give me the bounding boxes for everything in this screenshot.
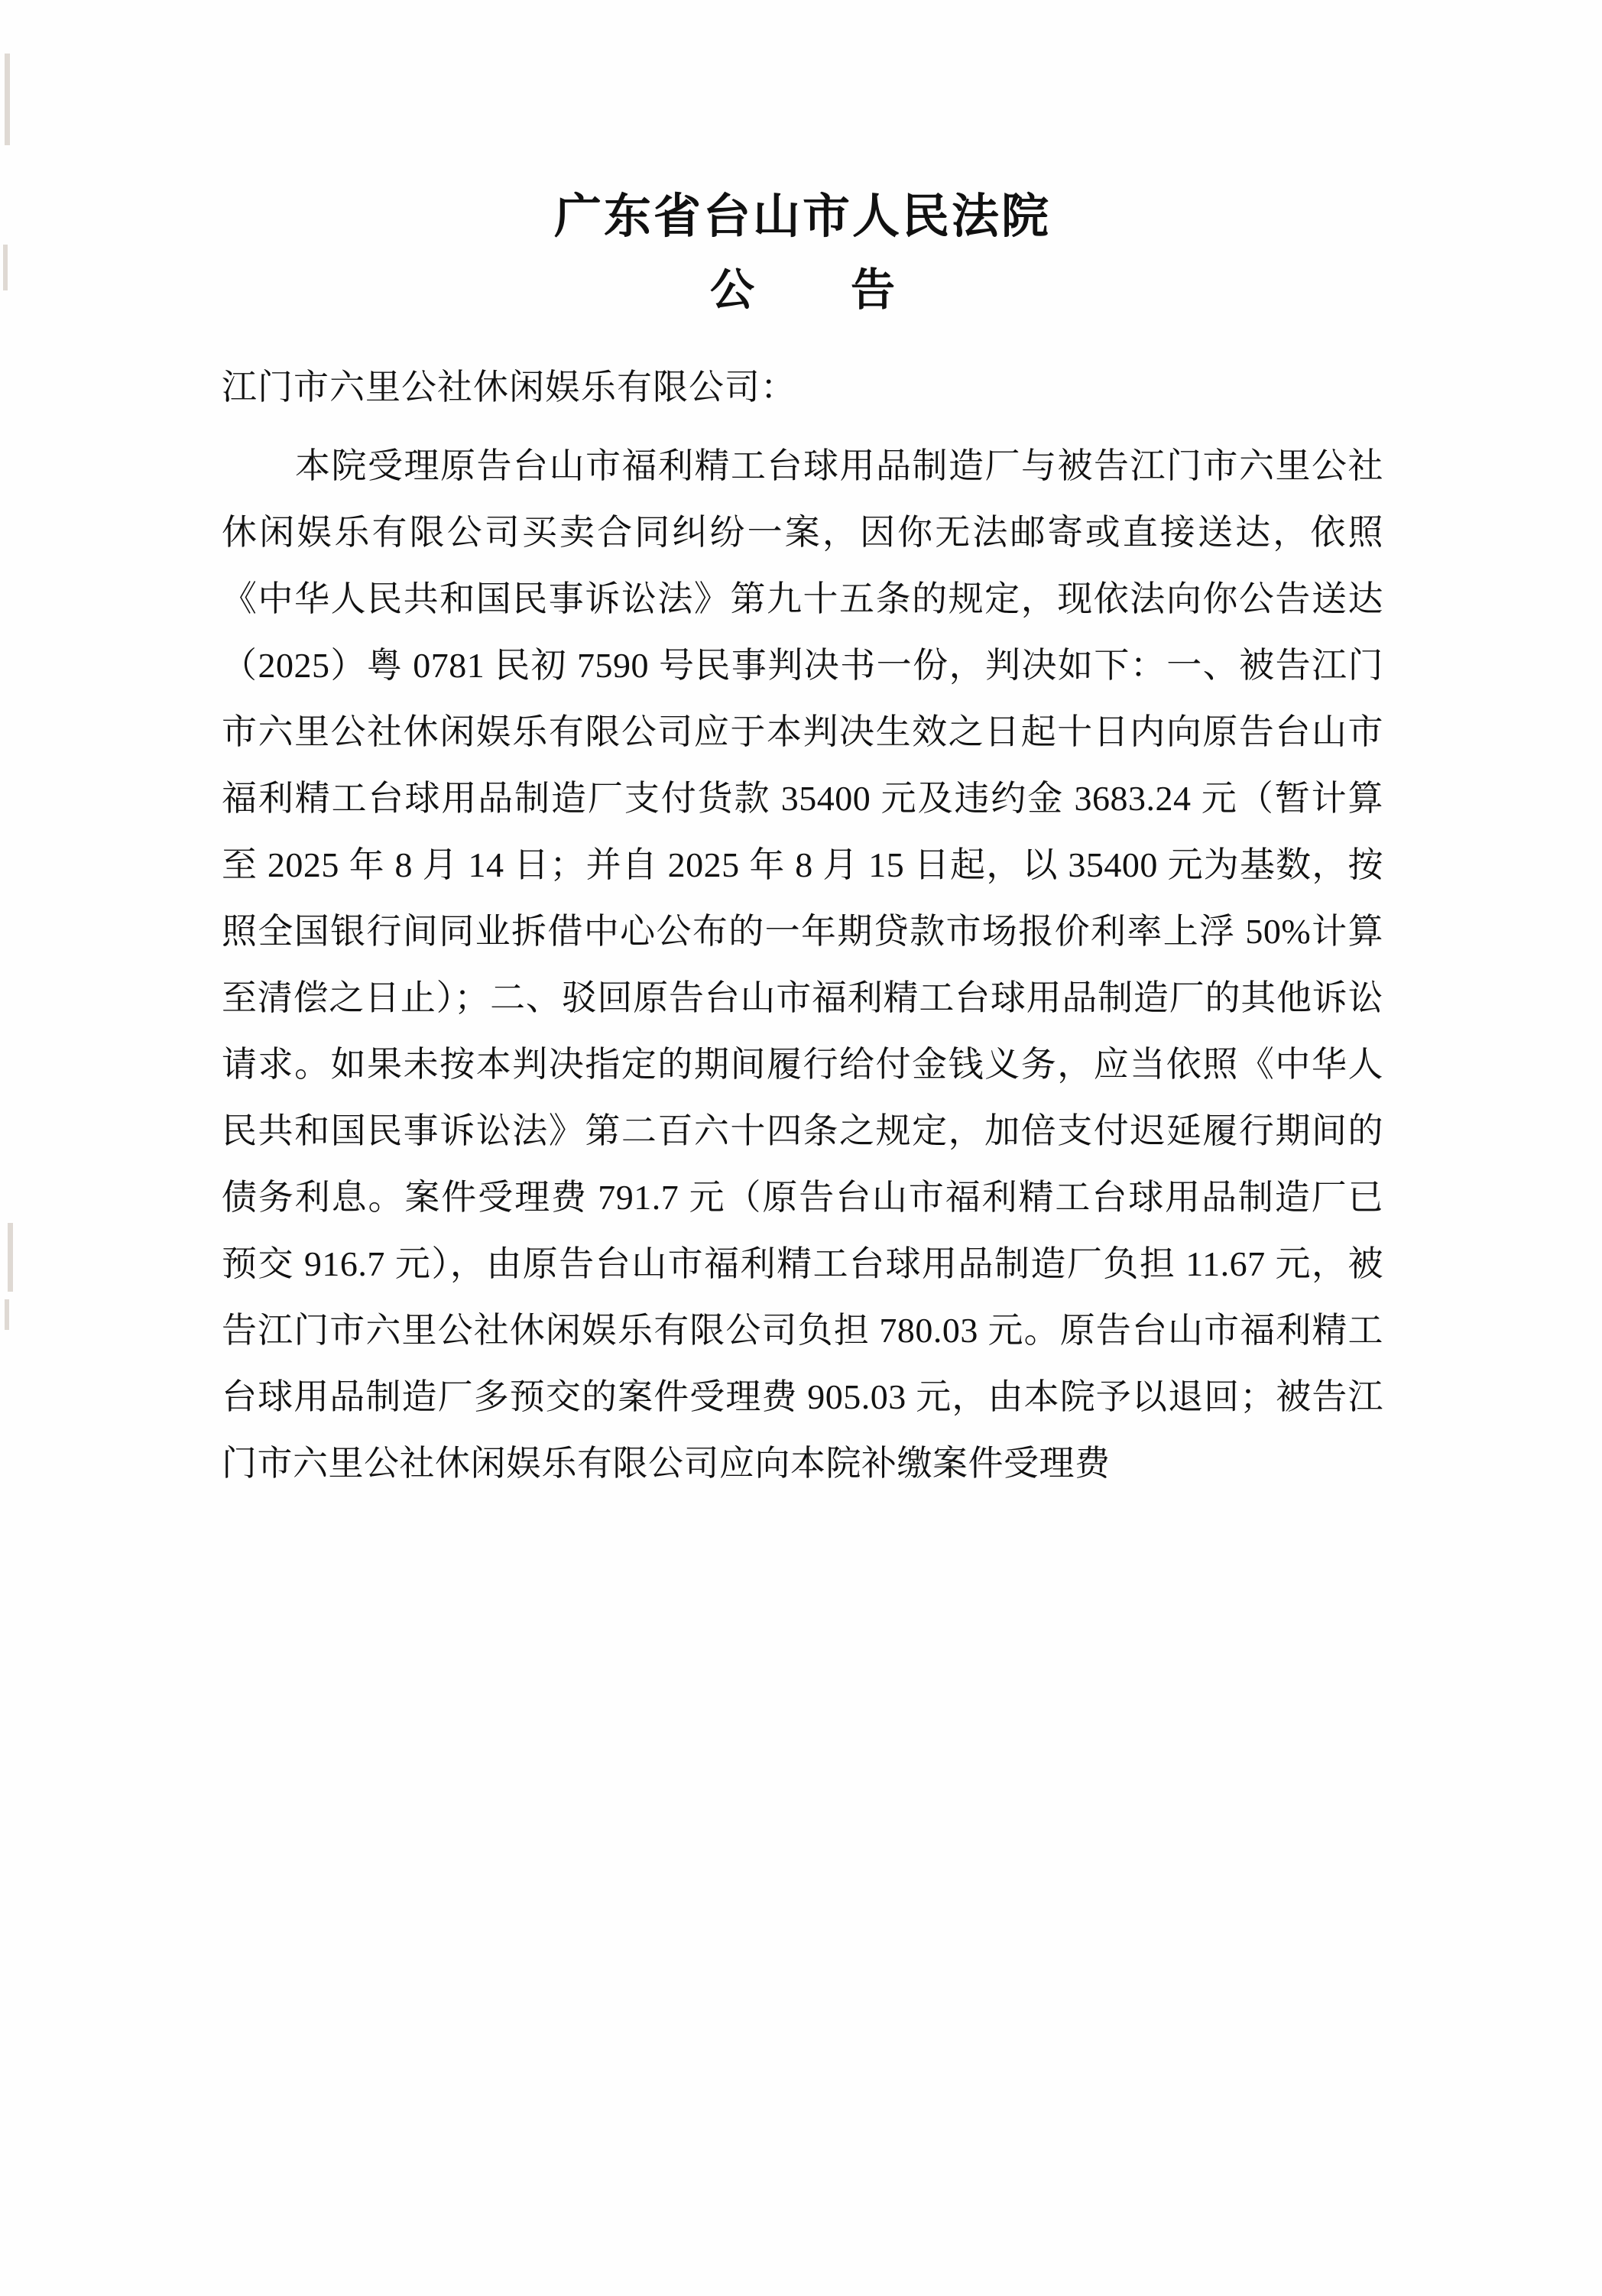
announcement-body: 本院受理原告台山市福利精工台球用品制造厂与被告江门市六里公社休闲娱乐有限公司买卖合同纠纷一案，因你无法邮寄或直接送达，依照《中华人民共和国民事诉讼法》第九十五条的规定，现依法向你公告送达（2025）粤 0781 民初 7590 号民事判决书一份，判决如下：一、被告江门市六里公社休闲娱乐有限公司应于本判决生效之日起十日内向原告台山市福利精工台球用品制造厂支付货款 35400 元及违约金 3683.24 元（暂计算至 2025 年 8 月 14 日；并自 2025 年 8 月 15 日起，以 35400 元为基数，按照全国银行间同业拆借中心公布的一年期贷款市场报价利率上浮 50%计算至清偿之日止）；二、驳回原告台山市福利精工台球用品制造厂的其他诉讼请求。如果未按本判决指定的期间履行给付金钱义务，应当依照《中华人民共和国民事诉讼法》第二百六十四条之规定，加倍支付迟延履行期间的债务利息。案件受理费 791.7 元（原告台山市福利精工台球用品制造厂已预交 916.7 元），由原告台山市福利精工台球用品制造厂负担 11.67 元，被告江门市六里公社休闲娱乐有限公司负担 780.03 元。原告台山市福利精工台球用品制造厂多预交的案件受理费 905.03 元，由本院予以退回；被告江门市六里公社休闲娱乐有限公司应向本院补缴案件受理费 [222, 446, 1383, 1483]
scan-artifact [3, 245, 8, 290]
scan-artifact [8, 1223, 13, 1292]
document-content [222, 191, 1383, 1497]
court-name-heading: 广东省台山市人民法院 [553, 190, 1051, 243]
addressee-line: 江门市六里公社休闲娱乐有限公司： [222, 368, 796, 407]
scan-artifact [5, 54, 10, 145]
scan-artifact [5, 1299, 9, 1330]
document-type-heading: 公 告 [709, 265, 921, 316]
